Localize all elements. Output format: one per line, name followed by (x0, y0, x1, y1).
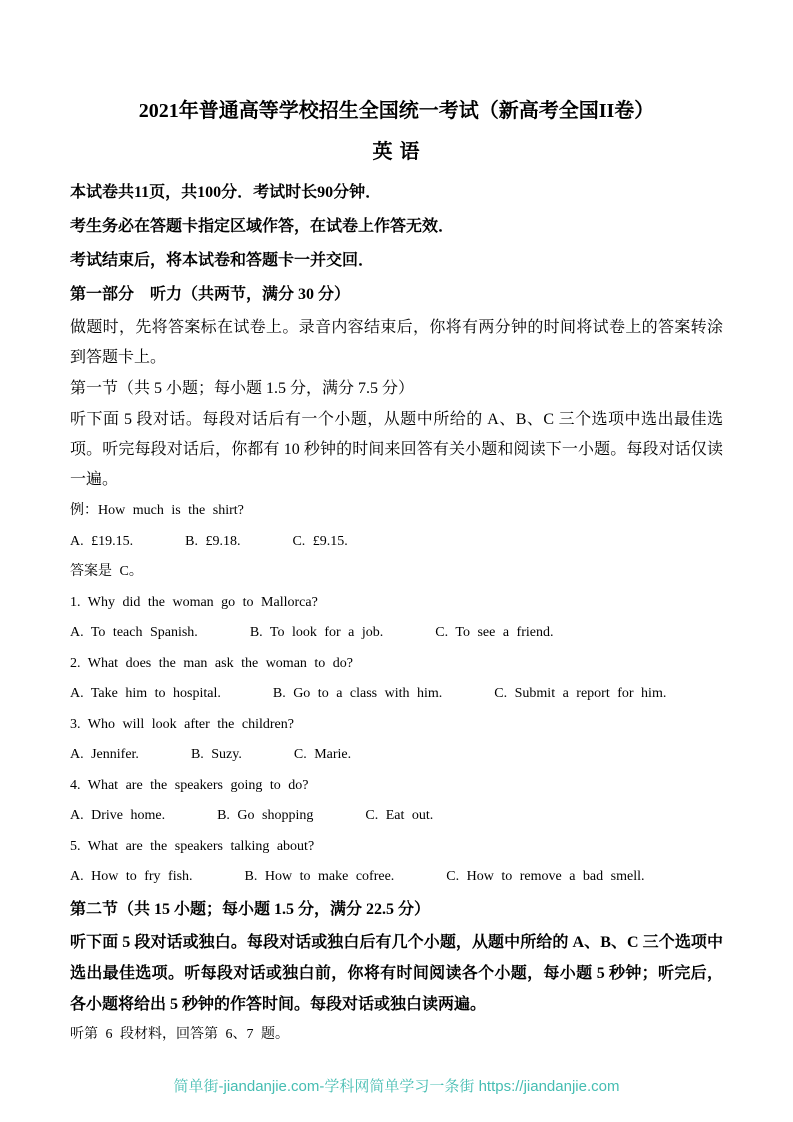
option: C. Eat out. (365, 808, 434, 823)
options-line (70, 862, 723, 893)
option: B. £9.18. (185, 533, 241, 549)
watermark-footer: 简单街-jiandanjie.com-学科网简单学习一条街 https://jiandanjie.com (173, 1078, 620, 1095)
option: C. How to remove a bad smell. (446, 869, 645, 884)
bold-line: 第二节（共 15 小题；每小题 1.5 分，满分 22.5 分） (70, 900, 431, 918)
options-line (70, 679, 723, 710)
text-line: 2. What does the man ask the woman to do? (70, 655, 354, 671)
option: A. How to fry fish. (70, 869, 193, 884)
text-line: 3. Who will look after the children? (70, 716, 294, 732)
option: C. Submit a report for him. (494, 686, 667, 701)
bold-line: 本试卷共11页，共100分．考试时长90分钟． (70, 184, 382, 201)
options-line (70, 527, 723, 558)
option: B. To look for a job. (249, 625, 384, 640)
text-line: 听第 6 段材料，回答第 6、7 题。 (70, 1026, 289, 1042)
text-line: 听下面 5 段对话。每段对话后有一个小题，从题中所给的 A、B、C 三个选项中选出最佳选项。听完每段对话后，你都有 10 秒钟的时间来回答有关小题和阅读下一小题。每段对话仅读一遍。 (70, 411, 723, 488)
exam-title: 2021年普通高等学校招生全国统一考试（新高考全国II卷） (138, 100, 655, 122)
option: C. To see a friend. (435, 625, 554, 640)
option: C. Marie. (293, 747, 352, 762)
option: C. £9.15. (292, 533, 348, 549)
exam-subject: 英 语 (372, 141, 421, 163)
text-line: 5. What are the speakers talking about? (70, 838, 315, 854)
options-line (70, 618, 723, 649)
option: B. Go to a class with him. (272, 686, 443, 701)
text-line: 第一节（共 5 小题；每小题 1.5 分，满分 7.5 分） (70, 380, 415, 397)
bold-line: 考试结束后，将本试卷和答题卡一并交回． (70, 252, 375, 269)
text-line: 做题时，先将答案标在试卷上。录音内容结束后，你将有两分钟的时间将试卷上的答案转涂到答题卡上。 (70, 319, 723, 366)
option: B. Go shopping (217, 808, 314, 823)
bold-line: 考生务必在答题卡指定区域作答，在试卷上作答无效． (70, 218, 455, 235)
option: A. £19.15. (70, 533, 134, 549)
option: A. Drive home. (70, 808, 166, 823)
bold-line: 听下面 5 段对话或独白。每段对话或独白后有几个小题，从题中所给的 A、B、C 三个选项中选出最佳选项。听每段对话或独白前，你将有时间阅读各个小题，每小题 5 秒钟；听完后，各小题将给出 5 秒钟的作答时间。每段对话或独白读两遍。 (70, 933, 723, 1013)
document-body (70, 176, 723, 1050)
text-line: 例：How much is the shirt? (70, 503, 244, 518)
option: A. To teach Spanish. (70, 625, 198, 640)
option: A. Jennifer. (70, 747, 139, 762)
option: B. Suzy. (190, 747, 242, 762)
option: B. How to make cofree. (244, 869, 395, 884)
options-line (70, 740, 723, 771)
text-line: 1. Why did the woman go to Mallorca? (70, 594, 318, 610)
options-line (70, 801, 723, 832)
option: A. Take him to hospital. (70, 686, 221, 701)
bold-line: 第一部分 听力（共两节，满分 30 分） (70, 286, 351, 303)
text-line: 答案是 C。 (70, 564, 143, 579)
text-line: 4. What are the speakers going to do? (70, 777, 309, 793)
